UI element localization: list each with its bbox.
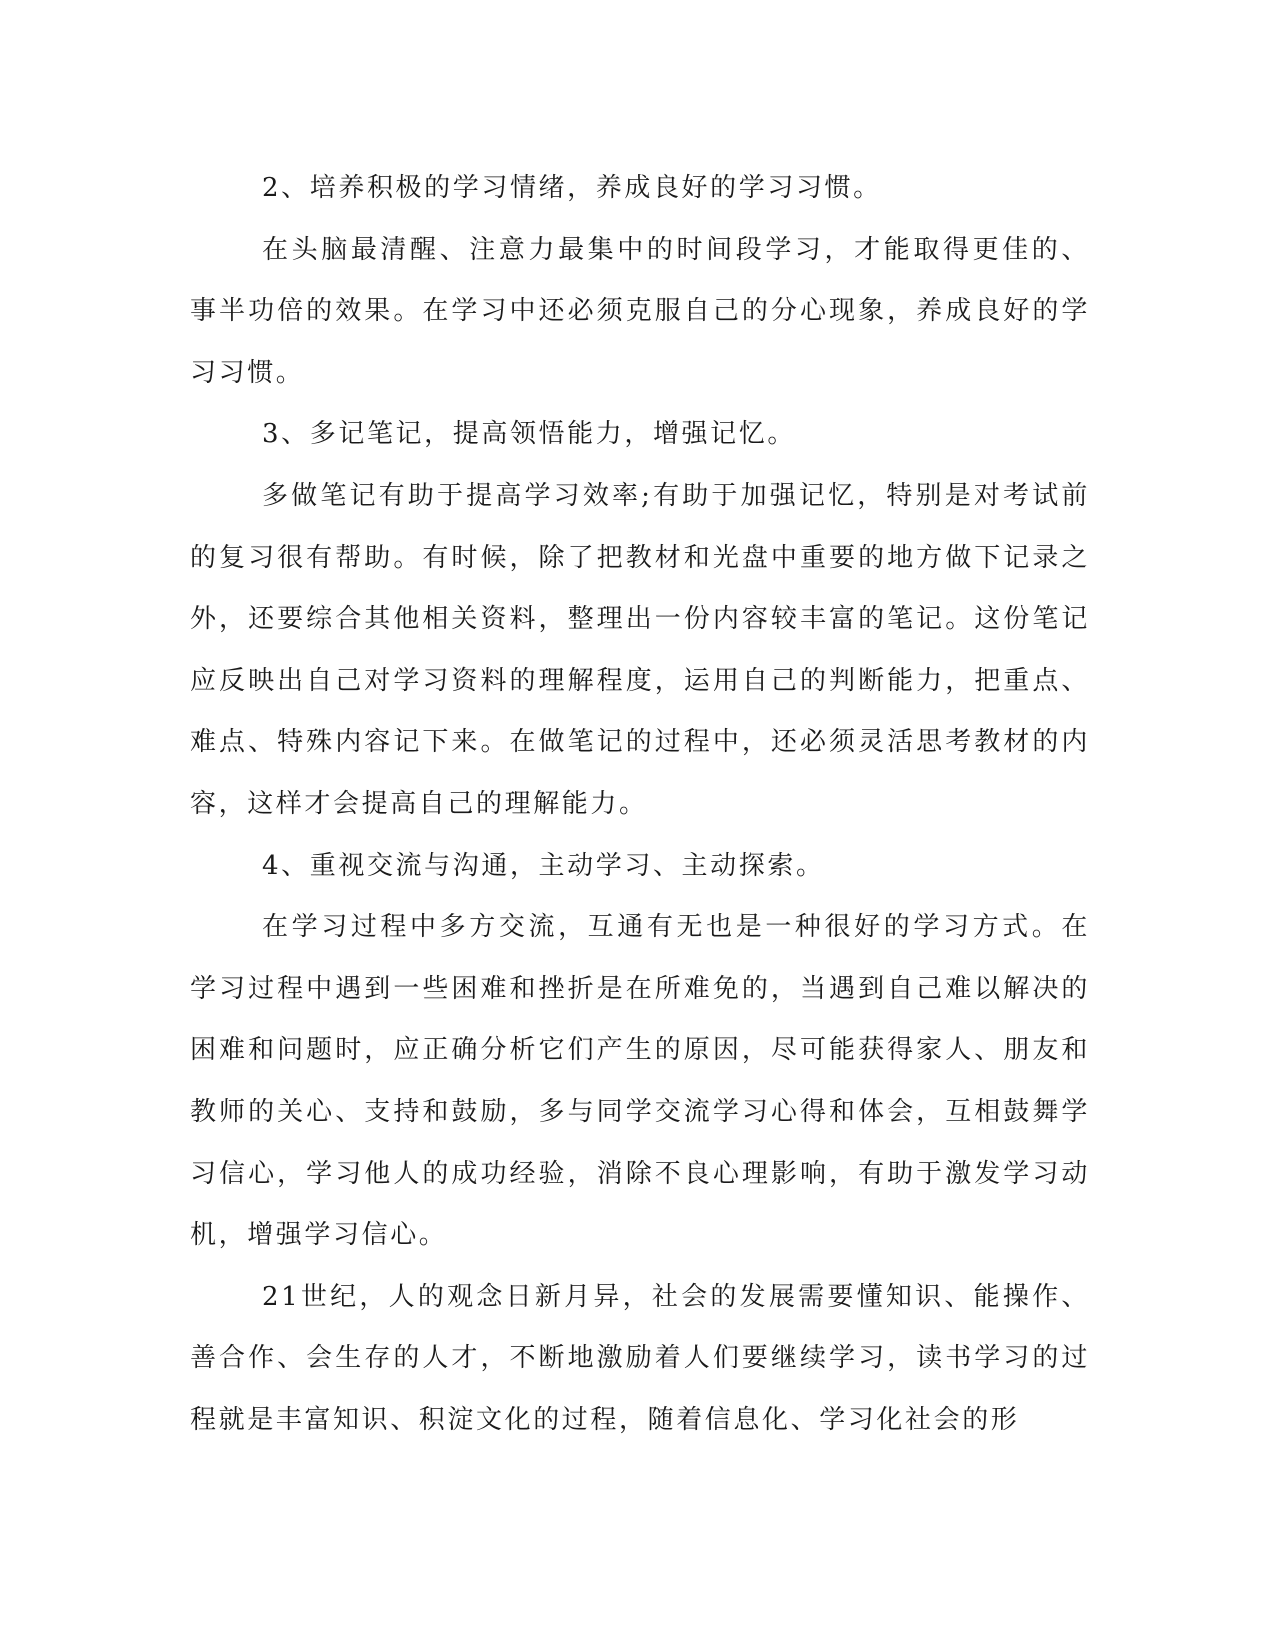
document-body (190, 158, 1090, 1451)
body-paragraph: 21世纪，人的观念日新月异，社会的发展需要懂知识、能操作、善合作、会生存的人才，不断地激励着人们要继续学习，读书学习的过程就是丰富知识、积淀文化的过程，随着信息化、学习化社会的形 (190, 1281, 1090, 1435)
body-paragraph: 在头脑最清醒、注意力最集中的时间段学习，才能取得更佳的、事半功倍的效果。在学习中还必须克服自己的分心现象，养成良好的学习习惯。 (190, 234, 1090, 388)
heading-item-4: 4、重视交流与沟通，主动学习、主动探索。 (262, 850, 825, 881)
heading-item-3: 3、多记笔记，提高领悟能力，增强记忆。 (262, 419, 796, 450)
heading-item-2: 2、培养积极的学习情绪，养成良好的学习习惯。 (262, 173, 882, 203)
body-paragraph: 多做笔记有助于提高学习效率;有助于加强记忆，特别是对考试前的复习很有帮助。有时候，除了把教材和光盘中重要的地方做下记录之外，还要综合其他相关资料，整理出一份内容较丰富的笔记。这份笔记应反映出自己对学习资料的理解程度，运用自己的判断能力，把重点、难点、特殊内容记下来。在做笔记的过程中，还必须灵活思考教材的内容，这样才会提高自己的理解能力。 (190, 480, 1090, 819)
body-paragraph: 在学习过程中多方交流，互通有无也是一种很好的学习方式。在学习过程中遇到一些困难和挫折是在所难免的，当遇到自己难以解决的困难和问题时，应正确分析它们产生的原因，尽可能获得家人、朋友和教师的关心、支持和鼓励，多与同学交流学习心得和体会，互相鼓舞学习信心，学习他人的成功经验，消除不良心理影响，有助于激发学习动机，增强学习信心。 (190, 912, 1090, 1251)
